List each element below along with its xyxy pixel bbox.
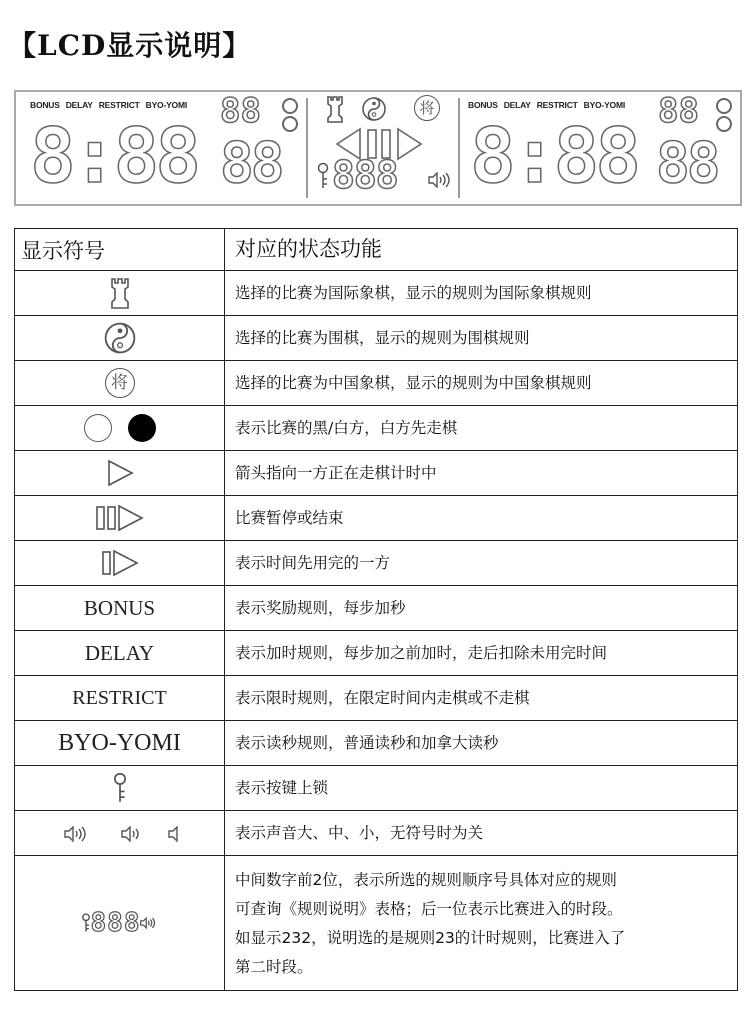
header-symbol: 显示符号 (15, 229, 225, 271)
row-desc: 表示时间先用完的一方 (225, 541, 738, 586)
row-desc: 表示奖励规则，每步加秒 (225, 586, 738, 631)
speaker-low-icon (167, 826, 179, 842)
white-circle-icon (84, 414, 112, 442)
table-row (15, 271, 738, 316)
row-desc: 表示限时规则，在限定时间内走棋或不走棋 (225, 676, 738, 721)
table-row (15, 856, 738, 991)
lcd-chess-rook-icon (322, 94, 348, 124)
last-row-line: 中间数字前2位，表示所选的规则顺序号具体对应的规则 (235, 871, 617, 889)
row-desc: 比赛暂停或结束 (225, 496, 738, 541)
lcd-center-digits: 888 (332, 153, 398, 197)
chess-rook-icon (107, 276, 133, 310)
lcd-right-white-ring (716, 98, 732, 114)
table-row (15, 631, 738, 676)
xiangqi-icon: 将 (105, 368, 135, 398)
lcd-left-white-ring (282, 98, 298, 114)
table-row (15, 541, 738, 586)
lcd-label-bonus: BONUS (30, 100, 60, 110)
row-desc: 表示加时规则，每步加之前加时，走后扣除未用完时间 (225, 631, 738, 676)
flag-arrow-icon (101, 548, 139, 578)
page-title: 【LCD显示说明】 (8, 29, 252, 62)
last-row-desc (225, 856, 738, 991)
table-row (15, 721, 738, 766)
last-row-line: 第二时段。 (235, 958, 313, 976)
lcd-label-byoyomi: BYO-YOMI (145, 100, 188, 110)
table-row (15, 676, 738, 721)
table-row (15, 451, 738, 496)
table-header-row (15, 229, 738, 271)
pause-arrow-icon (95, 503, 145, 533)
row-desc: 表示读秒规则，普通读秒和加拿大读秒 (225, 721, 738, 766)
row-desc: 选择的比赛为中国象棋，显示的规则为中国象棋规则 (225, 361, 738, 406)
lcd-label-bonus: BONUS (468, 100, 498, 110)
lcd-divider-right (458, 98, 460, 198)
last-row-line: 可查询《规则说明》表格；后一位表示比赛进入的时段。 (235, 900, 623, 918)
speaker-medium-icon (119, 826, 141, 842)
lcd-right-labels (468, 100, 631, 110)
header-function: 对应的状态功能 (225, 229, 738, 271)
arrow-right-icon (105, 458, 135, 488)
last-row-line: 如显示232，说明选的是规则23的计时规则，比赛进入了 (235, 929, 626, 947)
lcd-panel-illustration (14, 90, 742, 206)
table-row (15, 316, 738, 361)
speaker-loud-icon (61, 826, 93, 842)
lcd-left-big-digits: 8:88 (30, 111, 198, 200)
table-row (15, 586, 738, 631)
lcd-divider-left (306, 98, 308, 198)
delay-word: DELAY (84, 640, 155, 665)
black-circle-icon (128, 414, 156, 442)
lcd-left-labels (30, 100, 193, 110)
row-desc: 选择的比赛为围棋，显示的规则为围棋规则 (225, 316, 738, 361)
table-row (15, 496, 738, 541)
table-row (15, 766, 738, 811)
lcd-go-yinyang-icon (361, 96, 387, 122)
lcd-label-byoyomi: BYO-YOMI (583, 100, 626, 110)
key-lock-icon (112, 772, 128, 804)
lcd-symbol-table (14, 228, 738, 991)
lcd-right-black-ring (716, 116, 732, 132)
lcd-left-small-digits: 88 (220, 91, 261, 131)
lcd-speaker-volume-icon (428, 172, 454, 188)
lcd-label-delay: DELAY (65, 100, 93, 110)
row-desc: 表示比赛的黑/白方，白方先走棋 (225, 406, 738, 451)
lcd-left-black-ring (282, 116, 298, 132)
restrict-word: RESTRICT (72, 686, 167, 709)
byoyomi-word: BYO-YOMI (58, 729, 181, 756)
table-row (15, 811, 738, 856)
lcd-label-delay: DELAY (503, 100, 531, 110)
row-desc: 箭头指向一方正在走棋计时中 (225, 451, 738, 496)
lcd-right-seconds-digits: 88 (656, 131, 718, 196)
go-yinyang-icon (103, 321, 137, 355)
lcd-right-small-digits: 88 (658, 91, 699, 131)
lcd-xiangqi-icon: 将 (414, 95, 440, 121)
lcd-left-seconds-digits: 88 (220, 131, 282, 196)
speaker-small-icon (140, 917, 158, 929)
table-row (15, 361, 738, 406)
row-desc: 表示按键上锁 (225, 766, 738, 811)
last-row-digits: 888 (90, 908, 141, 938)
lcd-label-restrict: RESTRICT (536, 100, 578, 110)
row-desc: 选择的比赛为国际象棋，显示的规则为国际象棋规则 (225, 271, 738, 316)
key-lock-small-icon (81, 912, 91, 934)
lcd-label-restrict: RESTRICT (98, 100, 140, 110)
table-row (15, 406, 738, 451)
lcd-key-lock-icon (316, 162, 330, 190)
lcd-right-big-digits: 8:88 (470, 111, 638, 200)
row-desc: 表示声音大、中、小，无符号时为关 (225, 811, 738, 856)
bonus-word: BONUS (83, 595, 156, 620)
